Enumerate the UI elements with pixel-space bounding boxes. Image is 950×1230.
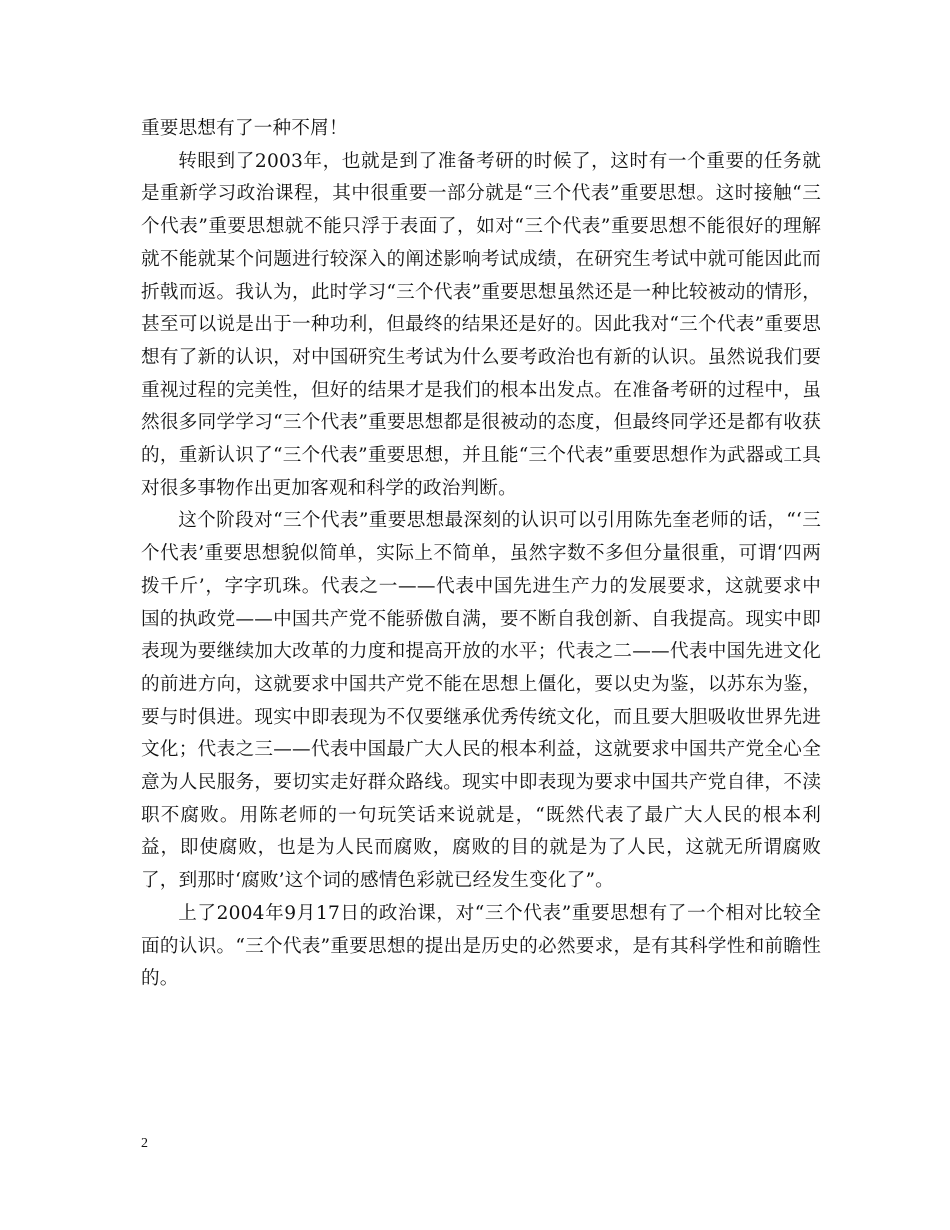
document-body [141,113,821,996]
paragraph-4: 上了2004年9月17日的政治课，对“三个代表”重要思想有了一个相对比较全面的认识。“三个代表”重要思想的提出是历史的必然要求，是有其科学性和前瞻性的。 [141,902,821,990]
paragraph-2: 转眼到了2003年，也就是到了准备考研的时候了，这时有一个重要的任务就是重新学习政治课程，其中很重要一部分就是“三个代表”重要思想。这时接触“三个代表”重要思想就不能只浮于表面了，如对“三个代表”重要思想不能很好的理解就不能就某个问题进行较深入的阐述影响考试成绩，在研究生考试中就可能因此而折戟而返。我认为，此时学习“三个代表”重要思想虽然还是一种比较被动的情形，甚至可以说是出于一种功利，但最终的结果还是好的。因此我对“三个代表”重要思想有了新的认识，对中国研究生考试为什么要考政治也有新的认识。虽然说我们要重视过程的完美性，但好的结果才是我们的根本出发点。在准备考研的过程中，虽然很多同学学习“三个代表”重要思想都是很被动的态度，但最终同学还是都有收获的，重新认识了“三个代表”重要思想，并且能“三个代表”重要思想作为武器或工具对很多事物作出更加客观和科学的政治判断。 [141,150,821,499]
paragraph-1: 重要思想有了一种不屑！ [141,118,348,139]
paragraph-3: 这个阶段对“三个代表”重要思想最深刻的认识可以引用陈先奎老师的话，“‘三个代表’重要思想貌似简单，实际上不简单，虽然字数不多但分量很重，可谓‘四两拨千斤’，字字玑珠。代表之一——代表中国先进生产力的发展要求，这就要求中国的执政党——中国共产党不能骄傲自满，要不断自我创新、自我提高。现实中即表现为要继续加大改革的力度和提高开放的水平；代表之二——代表中国先进文化的前进方向，这就要求中国共产党不能在思想上僵化，要以史为鉴，以苏东为鉴，要与时俱进。现实中即表现为不仅要继承优秀传统文化，而且要大胆吸收世界先进文化；代表之三——代表中国最广大人民的根本利益，这就要求中国共产党全心全意为人民服务，要切实走好群众路线。现实中即表现为要求中国共产党自律，不渎职不腐败。用陈老师的一句玩笑话来说就是，“既然代表了最广大人民的根本利益，即使腐败，也是为人民而腐败，腐败的目的就是为了人民，这就无所谓腐败了，到那时‘腐败’这个词的感情色彩就已经发生变化了”。 [141,510,821,892]
page-number: 2 [141,1136,148,1151]
